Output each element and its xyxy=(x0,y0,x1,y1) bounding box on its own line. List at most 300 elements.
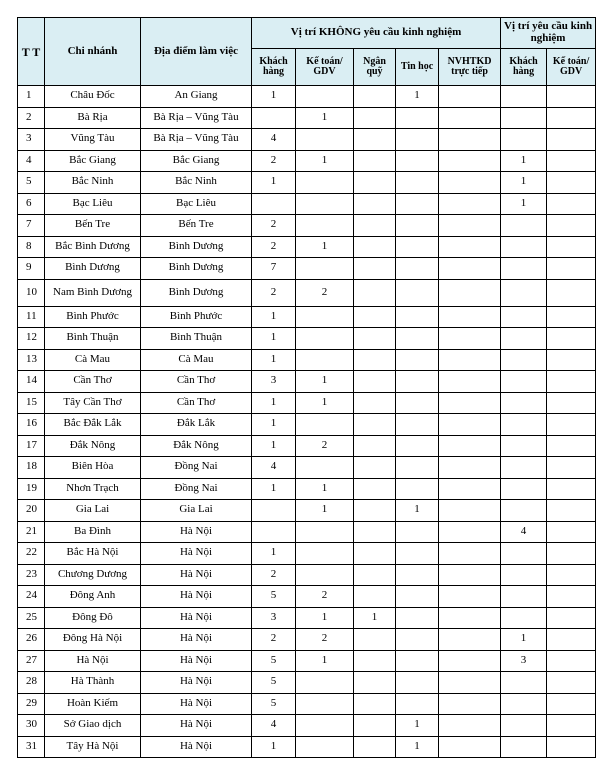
row-number: 24 xyxy=(18,586,45,608)
it-cell xyxy=(396,392,439,414)
table-row xyxy=(18,478,596,500)
accountant-exp-cell xyxy=(547,279,596,306)
branch-cell: Bắc Hà Nội xyxy=(45,543,141,565)
business-support-cell xyxy=(439,258,501,280)
treasury-cell xyxy=(354,193,396,215)
treasury-cell xyxy=(354,172,396,194)
business-support-cell xyxy=(439,543,501,565)
customer-exp-cell xyxy=(501,107,547,129)
location-cell: An Giang xyxy=(141,86,252,108)
row-number: 14 xyxy=(18,371,45,393)
table-row xyxy=(18,172,596,194)
customer-exp-cell: 1 xyxy=(501,172,547,194)
branch-cell: Cần Thơ xyxy=(45,371,141,393)
accountant-cell xyxy=(296,564,354,586)
branch-cell: Bắc Đắk Lắk xyxy=(45,414,141,436)
accountant-exp-cell xyxy=(547,586,596,608)
treasury-cell xyxy=(354,236,396,258)
accountant-exp-cell xyxy=(547,457,596,479)
business-support-cell xyxy=(439,457,501,479)
customer-cell: 5 xyxy=(252,650,296,672)
customer-exp-cell xyxy=(501,478,547,500)
business-support-cell xyxy=(439,521,501,543)
location-cell: Hà Nội xyxy=(141,629,252,651)
accountant-cell xyxy=(296,672,354,694)
table-row xyxy=(18,607,596,629)
branch-cell: Tây Cần Thơ xyxy=(45,392,141,414)
customer-cell: 2 xyxy=(252,150,296,172)
row-number: 19 xyxy=(18,478,45,500)
accountant-cell: 2 xyxy=(296,279,354,306)
customer-exp-cell xyxy=(501,306,547,328)
customer-cell: 1 xyxy=(252,478,296,500)
location-cell: Cà Mau xyxy=(141,349,252,371)
location-cell: Bình Dương xyxy=(141,258,252,280)
treasury-cell xyxy=(354,215,396,237)
table-row xyxy=(18,86,596,108)
branch-cell: Nam Bình Dương xyxy=(45,279,141,306)
business-support-cell xyxy=(439,586,501,608)
it-cell xyxy=(396,279,439,306)
location-cell: Bà Rịa – Vũng Tàu xyxy=(141,107,252,129)
customer-exp-cell xyxy=(501,736,547,758)
customer-exp-cell xyxy=(501,457,547,479)
treasury-cell: 1 xyxy=(354,607,396,629)
header-group-experience: Vị trí yêu cầu kinh nghiệm xyxy=(501,18,596,49)
customer-exp-cell xyxy=(501,435,547,457)
location-cell: Hà Nội xyxy=(141,736,252,758)
it-cell xyxy=(396,435,439,457)
accountant-cell: 1 xyxy=(296,392,354,414)
it-cell xyxy=(396,328,439,350)
accountant-exp-cell xyxy=(547,107,596,129)
header-tt: T T xyxy=(18,18,45,86)
customer-cell xyxy=(252,521,296,543)
customer-cell: 4 xyxy=(252,129,296,151)
table-row xyxy=(18,500,596,522)
branch-cell: Đông Hà Nội xyxy=(45,629,141,651)
table-header xyxy=(18,18,596,86)
table-row xyxy=(18,650,596,672)
treasury-cell xyxy=(354,500,396,522)
customer-cell: 2 xyxy=(252,236,296,258)
customer-exp-cell xyxy=(501,328,547,350)
treasury-cell xyxy=(354,478,396,500)
customer-cell: 2 xyxy=(252,215,296,237)
location-cell: Hà Nội xyxy=(141,693,252,715)
table-row xyxy=(18,629,596,651)
it-cell xyxy=(396,650,439,672)
treasury-cell xyxy=(354,629,396,651)
location-cell: Đắk Nông xyxy=(141,435,252,457)
row-number: 9 xyxy=(18,258,45,280)
business-support-cell xyxy=(439,500,501,522)
business-support-cell xyxy=(439,150,501,172)
table-row xyxy=(18,521,596,543)
accountant-cell: 1 xyxy=(296,236,354,258)
accountant-cell: 2 xyxy=(296,435,354,457)
row-number: 2 xyxy=(18,107,45,129)
customer-cell: 3 xyxy=(252,607,296,629)
branch-cell: Đông Anh xyxy=(45,586,141,608)
customer-cell: 5 xyxy=(252,672,296,694)
business-support-cell xyxy=(439,672,501,694)
it-cell xyxy=(396,107,439,129)
location-cell: Cần Thơ xyxy=(141,371,252,393)
table-row xyxy=(18,107,596,129)
accountant-cell xyxy=(296,328,354,350)
business-support-cell xyxy=(439,193,501,215)
customer-exp-cell xyxy=(501,672,547,694)
business-support-cell xyxy=(439,86,501,108)
row-number: 3 xyxy=(18,129,45,151)
accountant-cell xyxy=(296,715,354,737)
customer-cell: 3 xyxy=(252,371,296,393)
business-support-cell xyxy=(439,736,501,758)
branch-cell: Hà Nội xyxy=(45,650,141,672)
treasury-cell xyxy=(354,279,396,306)
row-number: 5 xyxy=(18,172,45,194)
business-support-cell xyxy=(439,279,501,306)
accountant-cell xyxy=(296,129,354,151)
treasury-cell xyxy=(354,586,396,608)
it-cell xyxy=(396,693,439,715)
branch-cell: Hà Thành xyxy=(45,672,141,694)
branch-cell: Gia Lai xyxy=(45,500,141,522)
table-row xyxy=(18,457,596,479)
treasury-cell xyxy=(354,150,396,172)
table-row xyxy=(18,693,596,715)
it-cell xyxy=(396,629,439,651)
it-cell xyxy=(396,172,439,194)
table-row xyxy=(18,328,596,350)
customer-exp-cell xyxy=(501,715,547,737)
business-support-cell xyxy=(439,306,501,328)
accountant-cell xyxy=(296,521,354,543)
customer-cell: 2 xyxy=(252,629,296,651)
location-cell: Đồng Nai xyxy=(141,478,252,500)
branch-cell: Tây Hà Nội xyxy=(45,736,141,758)
table-row xyxy=(18,672,596,694)
treasury-cell xyxy=(354,129,396,151)
table-row xyxy=(18,736,596,758)
customer-cell xyxy=(252,107,296,129)
header-it: Tin học xyxy=(396,49,439,86)
table-row xyxy=(18,414,596,436)
row-number: 7 xyxy=(18,215,45,237)
customer-cell: 1 xyxy=(252,392,296,414)
location-cell: Đắk Lắk xyxy=(141,414,252,436)
customer-cell: 4 xyxy=(252,715,296,737)
accountant-cell: 1 xyxy=(296,107,354,129)
table-row xyxy=(18,306,596,328)
accountant-exp-cell xyxy=(547,371,596,393)
customer-cell: 1 xyxy=(252,172,296,194)
customer-cell: 1 xyxy=(252,435,296,457)
header-customer: Khách hàng xyxy=(252,49,296,86)
accountant-exp-cell xyxy=(547,150,596,172)
branch-cell: Bến Tre xyxy=(45,215,141,237)
branch-cell: Đông Đô xyxy=(45,607,141,629)
accountant-exp-cell xyxy=(547,693,596,715)
accountant-exp-cell xyxy=(547,715,596,737)
location-cell: Hà Nội xyxy=(141,650,252,672)
treasury-cell xyxy=(354,521,396,543)
accountant-exp-cell xyxy=(547,478,596,500)
location-cell: Đồng Nai xyxy=(141,457,252,479)
row-number: 8 xyxy=(18,236,45,258)
table-row xyxy=(18,279,596,306)
location-cell: Cần Thơ xyxy=(141,392,252,414)
accountant-exp-cell xyxy=(547,736,596,758)
accountant-exp-cell xyxy=(547,328,596,350)
location-cell: Bạc Liêu xyxy=(141,193,252,215)
business-support-cell xyxy=(439,478,501,500)
branch-cell: Bạc Liêu xyxy=(45,193,141,215)
row-number: 28 xyxy=(18,672,45,694)
customer-exp-cell: 3 xyxy=(501,650,547,672)
customer-exp-cell xyxy=(501,586,547,608)
accountant-exp-cell xyxy=(547,129,596,151)
branch-cell: Bà Rịa xyxy=(45,107,141,129)
branch-cell: Châu Đốc xyxy=(45,86,141,108)
customer-cell: 5 xyxy=(252,693,296,715)
table-row xyxy=(18,435,596,457)
accountant-cell: 2 xyxy=(296,629,354,651)
business-support-cell xyxy=(439,392,501,414)
treasury-cell xyxy=(354,349,396,371)
row-number: 27 xyxy=(18,650,45,672)
accountant-cell xyxy=(296,215,354,237)
location-cell: Hà Nội xyxy=(141,607,252,629)
business-support-cell xyxy=(439,564,501,586)
table-row xyxy=(18,392,596,414)
row-number: 23 xyxy=(18,564,45,586)
accountant-exp-cell xyxy=(547,193,596,215)
location-cell: Hà Nội xyxy=(141,543,252,565)
customer-exp-cell: 1 xyxy=(501,629,547,651)
customer-exp-cell xyxy=(501,371,547,393)
business-support-cell xyxy=(439,371,501,393)
customer-exp-cell xyxy=(501,392,547,414)
location-cell: Hà Nội xyxy=(141,564,252,586)
customer-exp-cell: 1 xyxy=(501,150,547,172)
it-cell: 1 xyxy=(396,715,439,737)
table-row xyxy=(18,543,596,565)
table-row xyxy=(18,715,596,737)
branch-cell: Nhơn Trạch xyxy=(45,478,141,500)
row-number: 10 xyxy=(18,279,45,306)
accountant-cell xyxy=(296,349,354,371)
customer-exp-cell xyxy=(501,693,547,715)
treasury-cell xyxy=(354,414,396,436)
table-body xyxy=(18,86,596,758)
it-cell xyxy=(396,607,439,629)
treasury-cell xyxy=(354,328,396,350)
business-support-cell xyxy=(439,236,501,258)
customer-cell: 1 xyxy=(252,306,296,328)
location-cell: Bình Dương xyxy=(141,236,252,258)
table-row xyxy=(18,129,596,151)
row-number: 17 xyxy=(18,435,45,457)
accountant-cell xyxy=(296,543,354,565)
header-accountant: Kế toán/ GDV xyxy=(296,49,354,86)
it-cell xyxy=(396,586,439,608)
accountant-exp-cell xyxy=(547,543,596,565)
business-support-cell xyxy=(439,435,501,457)
table-row xyxy=(18,150,596,172)
row-number: 18 xyxy=(18,457,45,479)
customer-exp-cell xyxy=(501,607,547,629)
branch-cell: Đắk Nông xyxy=(45,435,141,457)
accountant-cell: 1 xyxy=(296,150,354,172)
business-support-cell xyxy=(439,328,501,350)
row-number: 30 xyxy=(18,715,45,737)
customer-exp-cell xyxy=(501,500,547,522)
branch-cell: Cà Mau xyxy=(45,349,141,371)
row-number: 25 xyxy=(18,607,45,629)
location-cell: Bình Dương xyxy=(141,279,252,306)
accountant-cell xyxy=(296,86,354,108)
accountant-exp-cell xyxy=(547,629,596,651)
it-cell xyxy=(396,150,439,172)
it-cell xyxy=(396,457,439,479)
row-number: 22 xyxy=(18,543,45,565)
accountant-cell xyxy=(296,414,354,436)
it-cell xyxy=(396,478,439,500)
accountant-exp-cell xyxy=(547,306,596,328)
it-cell xyxy=(396,258,439,280)
row-number: 11 xyxy=(18,306,45,328)
table-row xyxy=(18,564,596,586)
accountant-exp-cell xyxy=(547,500,596,522)
header-accountant-exp: Kế toán/ GDV xyxy=(547,49,596,86)
location-cell: Hà Nội xyxy=(141,586,252,608)
customer-cell: 1 xyxy=(252,736,296,758)
treasury-cell xyxy=(354,564,396,586)
it-cell: 1 xyxy=(396,736,439,758)
customer-exp-cell xyxy=(501,215,547,237)
business-support-cell xyxy=(439,215,501,237)
treasury-cell xyxy=(354,392,396,414)
treasury-cell xyxy=(354,650,396,672)
accountant-cell: 1 xyxy=(296,650,354,672)
it-cell xyxy=(396,521,439,543)
branch-cell: Bình Dương xyxy=(45,258,141,280)
location-cell: Bình Thuận xyxy=(141,328,252,350)
accountant-cell: 1 xyxy=(296,500,354,522)
branch-cell: Bình Phước xyxy=(45,306,141,328)
treasury-cell xyxy=(354,371,396,393)
accountant-cell xyxy=(296,172,354,194)
business-support-cell xyxy=(439,414,501,436)
customer-cell: 1 xyxy=(252,349,296,371)
header-customer-exp: Khách hàng xyxy=(501,49,547,86)
table-row xyxy=(18,586,596,608)
accountant-cell: 1 xyxy=(296,478,354,500)
business-support-cell xyxy=(439,650,501,672)
location-cell: Bà Rịa – Vũng Tàu xyxy=(141,129,252,151)
accountant-cell xyxy=(296,736,354,758)
accountant-cell: 1 xyxy=(296,371,354,393)
business-support-cell xyxy=(439,629,501,651)
it-cell xyxy=(396,236,439,258)
it-cell xyxy=(396,543,439,565)
recruitment-table xyxy=(17,17,596,758)
accountant-exp-cell xyxy=(547,650,596,672)
row-number: 1 xyxy=(18,86,45,108)
it-cell: 1 xyxy=(396,86,439,108)
customer-cell xyxy=(252,500,296,522)
it-cell xyxy=(396,349,439,371)
table-row xyxy=(18,215,596,237)
accountant-exp-cell xyxy=(547,607,596,629)
table-row xyxy=(18,236,596,258)
treasury-cell xyxy=(354,672,396,694)
accountant-cell xyxy=(296,193,354,215)
branch-cell: Bình Thuận xyxy=(45,328,141,350)
customer-exp-cell xyxy=(501,349,547,371)
location-cell: Hà Nội xyxy=(141,521,252,543)
accountant-exp-cell xyxy=(547,349,596,371)
accountant-exp-cell xyxy=(547,215,596,237)
treasury-cell xyxy=(354,543,396,565)
customer-exp-cell xyxy=(501,86,547,108)
treasury-cell xyxy=(354,457,396,479)
accountant-cell xyxy=(296,457,354,479)
customer-exp-cell xyxy=(501,414,547,436)
branch-cell: Vũng Tàu xyxy=(45,129,141,151)
branch-cell: Chương Dương xyxy=(45,564,141,586)
header-location: Địa điểm làm việc xyxy=(141,18,252,86)
table-row xyxy=(18,193,596,215)
business-support-cell xyxy=(439,172,501,194)
branch-cell: Bắc Bình Dương xyxy=(45,236,141,258)
treasury-cell xyxy=(354,435,396,457)
customer-cell: 7 xyxy=(252,258,296,280)
business-support-cell xyxy=(439,693,501,715)
treasury-cell xyxy=(354,107,396,129)
treasury-cell xyxy=(354,86,396,108)
customer-exp-cell xyxy=(501,564,547,586)
row-number: 15 xyxy=(18,392,45,414)
row-number: 20 xyxy=(18,500,45,522)
row-number: 12 xyxy=(18,328,45,350)
customer-cell: 5 xyxy=(252,586,296,608)
accountant-exp-cell xyxy=(547,258,596,280)
customer-cell: 4 xyxy=(252,457,296,479)
it-cell xyxy=(396,371,439,393)
treasury-cell xyxy=(354,736,396,758)
it-cell xyxy=(396,129,439,151)
accountant-exp-cell xyxy=(547,414,596,436)
branch-cell: Bắc Giang xyxy=(45,150,141,172)
header-business-support: NVHTKD trực tiếp xyxy=(439,49,501,86)
customer-cell: 1 xyxy=(252,414,296,436)
header-treasury: Ngân quỹ xyxy=(354,49,396,86)
treasury-cell xyxy=(354,693,396,715)
business-support-cell xyxy=(439,349,501,371)
row-number: 13 xyxy=(18,349,45,371)
business-support-cell xyxy=(439,715,501,737)
it-cell xyxy=(396,414,439,436)
location-cell: Hà Nội xyxy=(141,672,252,694)
header-group-no-experience: Vị trí KHÔNG yêu cầu kinh nghiệm xyxy=(252,18,501,49)
business-support-cell xyxy=(439,607,501,629)
customer-exp-cell xyxy=(501,129,547,151)
branch-cell: Hoàn Kiếm xyxy=(45,693,141,715)
accountant-exp-cell xyxy=(547,564,596,586)
